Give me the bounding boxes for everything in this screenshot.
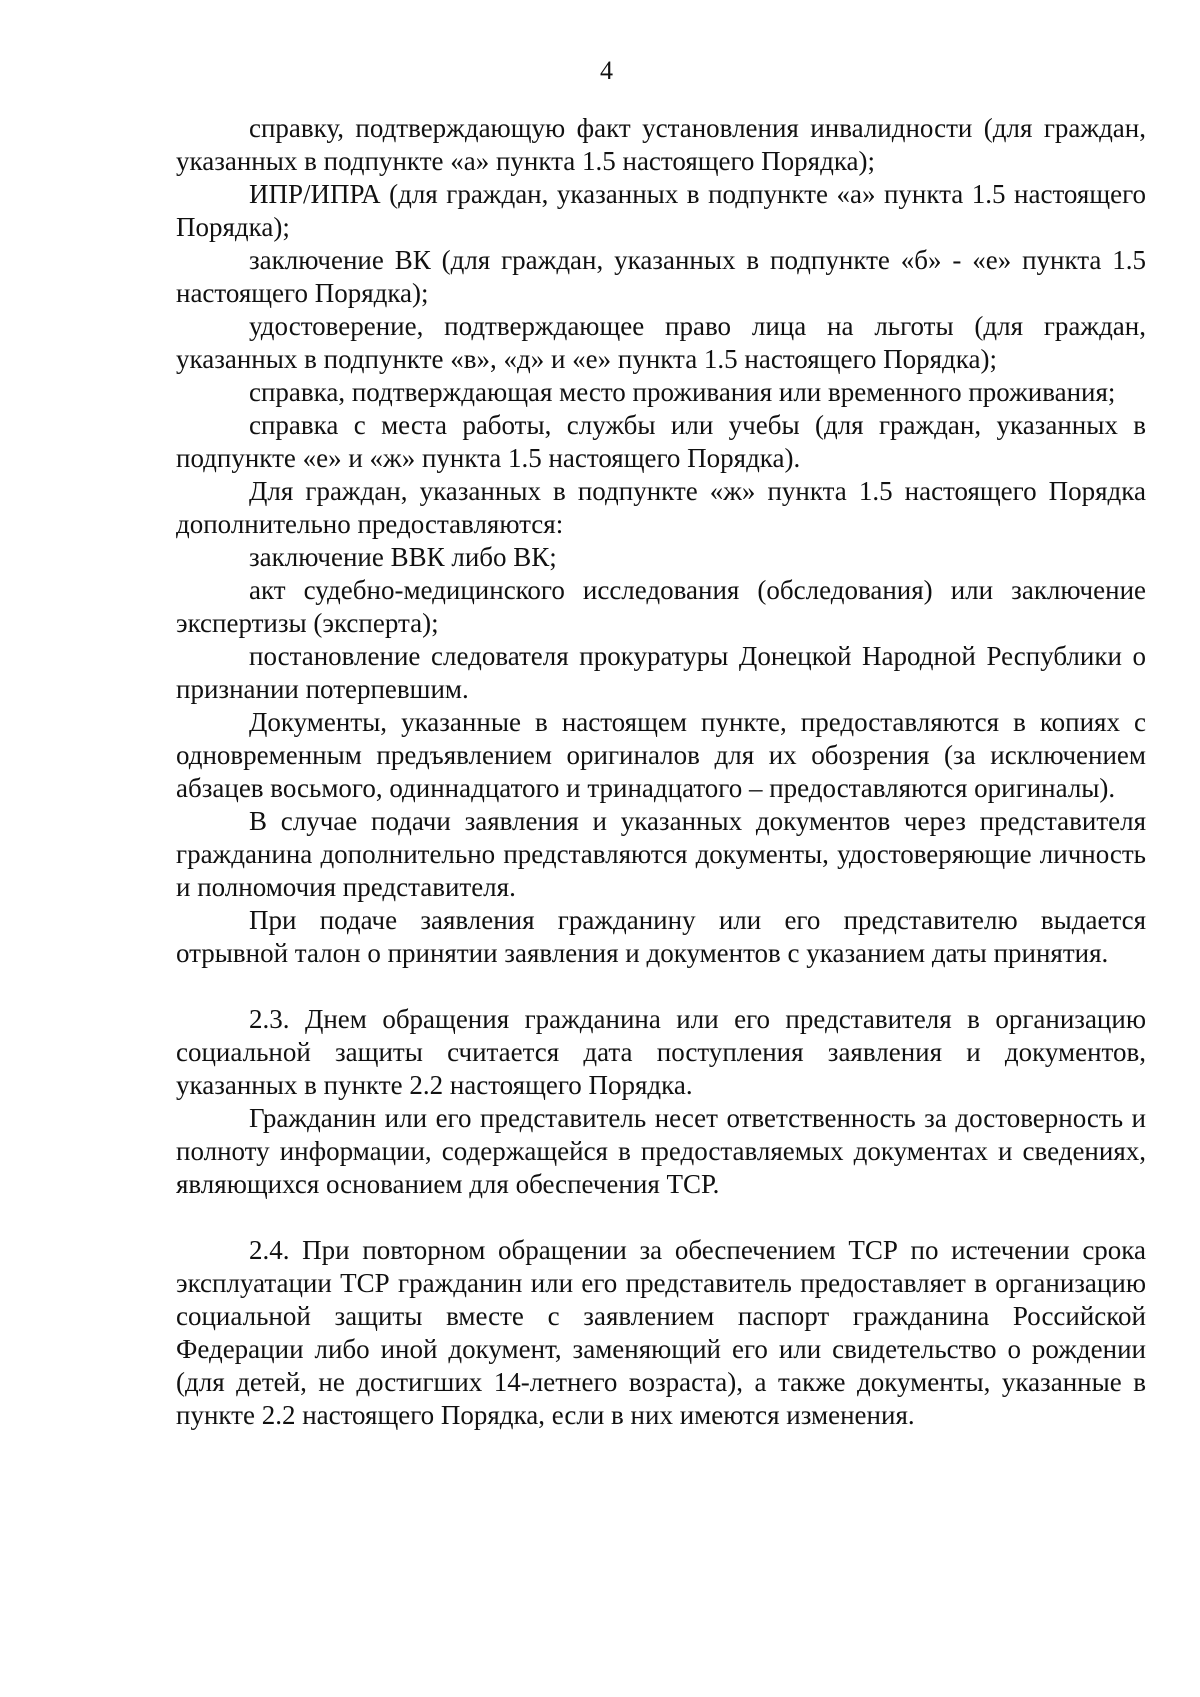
paragraph-section-2-4: 2.4. При повторном обращении за обеспечением ТСР по истечении срока эксплуатации ТСР гражданин или его представитель предоставляет в организацию социальной защиты вместе с заявлением паспорт гражданина Российской Федерации либо иной документ, заменяющий его или свидетельство о рождении (для детей, не достигших 14-летнего возраста), а также документы, указанные в пункте 2.2 настоящего Порядка, если в них имеются изменения. bbox=[176, 1235, 1146, 1430]
paragraph-receipt-coupon: При подаче заявления гражданину или его представителю выдается отрывной талон о принятии заявления и документов с указанием даты принятия. bbox=[176, 905, 1146, 968]
page-number: 4 bbox=[600, 56, 613, 85]
paragraph-additional-intro: Для граждан, указанных в подпункте «ж» пункта 1.5 настоящего Порядка дополнительно предоставляются: bbox=[176, 476, 1146, 539]
paragraph-disability-certificate: справку, подтверждающую факт установления инвалидности (для граждан, указанных в подпункте «а» пункта 1.5 настоящего Порядка); bbox=[176, 113, 1146, 176]
document-body bbox=[176, 112, 1146, 1432]
paragraph-work-certificate: справка с места работы, службы или учебы (для граждан, указанных в подпункте «е» и «ж» пункта 1.5 настоящего Порядка). bbox=[176, 410, 1146, 473]
paragraph-representative: В случае подачи заявления и указанных документов через представителя гражданина дополнительно представляются документы, удостоверяющие личность и полномочия представителя. bbox=[176, 806, 1146, 902]
paragraph-benefits-certificate: удостоверение, подтверждающее право лица на льготы (для граждан, указанных в подпункте «в», «д» и «е» пункта 1.5 настоящего Порядка); bbox=[176, 311, 1146, 374]
paragraph-residence-certificate: справка, подтверждающая место проживания или временного проживания; bbox=[249, 377, 1116, 407]
paragraph-copies-note: Документы, указанные в настоящем пункте, предоставляются в копиях с одновременным предъявлением оригиналов для их обозрения (за исключением абзацев восьмого, одиннадцатого и тринадцатого – предоставляются оригиналы). bbox=[176, 707, 1146, 803]
paragraph-ipr-ipra: ИПР/ИПРА (для граждан, указанных в подпункте «а» пункта 1.5 настоящего Порядка); bbox=[176, 179, 1146, 242]
paragraph-responsibility: Гражданин или его представитель несет ответственность за достоверность и полноту информации, содержащейся в предоставляемых документах и сведениях, являющихся основанием для обеспечения ТСР. bbox=[176, 1103, 1146, 1199]
paragraph-vk-conclusion: заключение ВК (для граждан, указанных в подпункте «б» - «е» пункта 1.5 настоящего Порядка); bbox=[176, 245, 1146, 308]
paragraph-investigator-resolution: постановление следователя прокуратуры Донецкой Народной Республики о признании потерпевшим. bbox=[176, 641, 1146, 704]
paragraph-forensic-act: акт судебно-медицинского исследования (обследования) или заключение экспертизы (эксперта); bbox=[176, 575, 1146, 638]
paragraph-section-2-3: 2.3. Днем обращения гражданина или его представителя в организацию социальной защиты считается дата поступления заявления и документов, указанных в пункте 2.2 настоящего Порядка. bbox=[176, 1004, 1146, 1100]
paragraph-vvk-conclusion: заключение ВВК либо ВК; bbox=[249, 542, 557, 572]
